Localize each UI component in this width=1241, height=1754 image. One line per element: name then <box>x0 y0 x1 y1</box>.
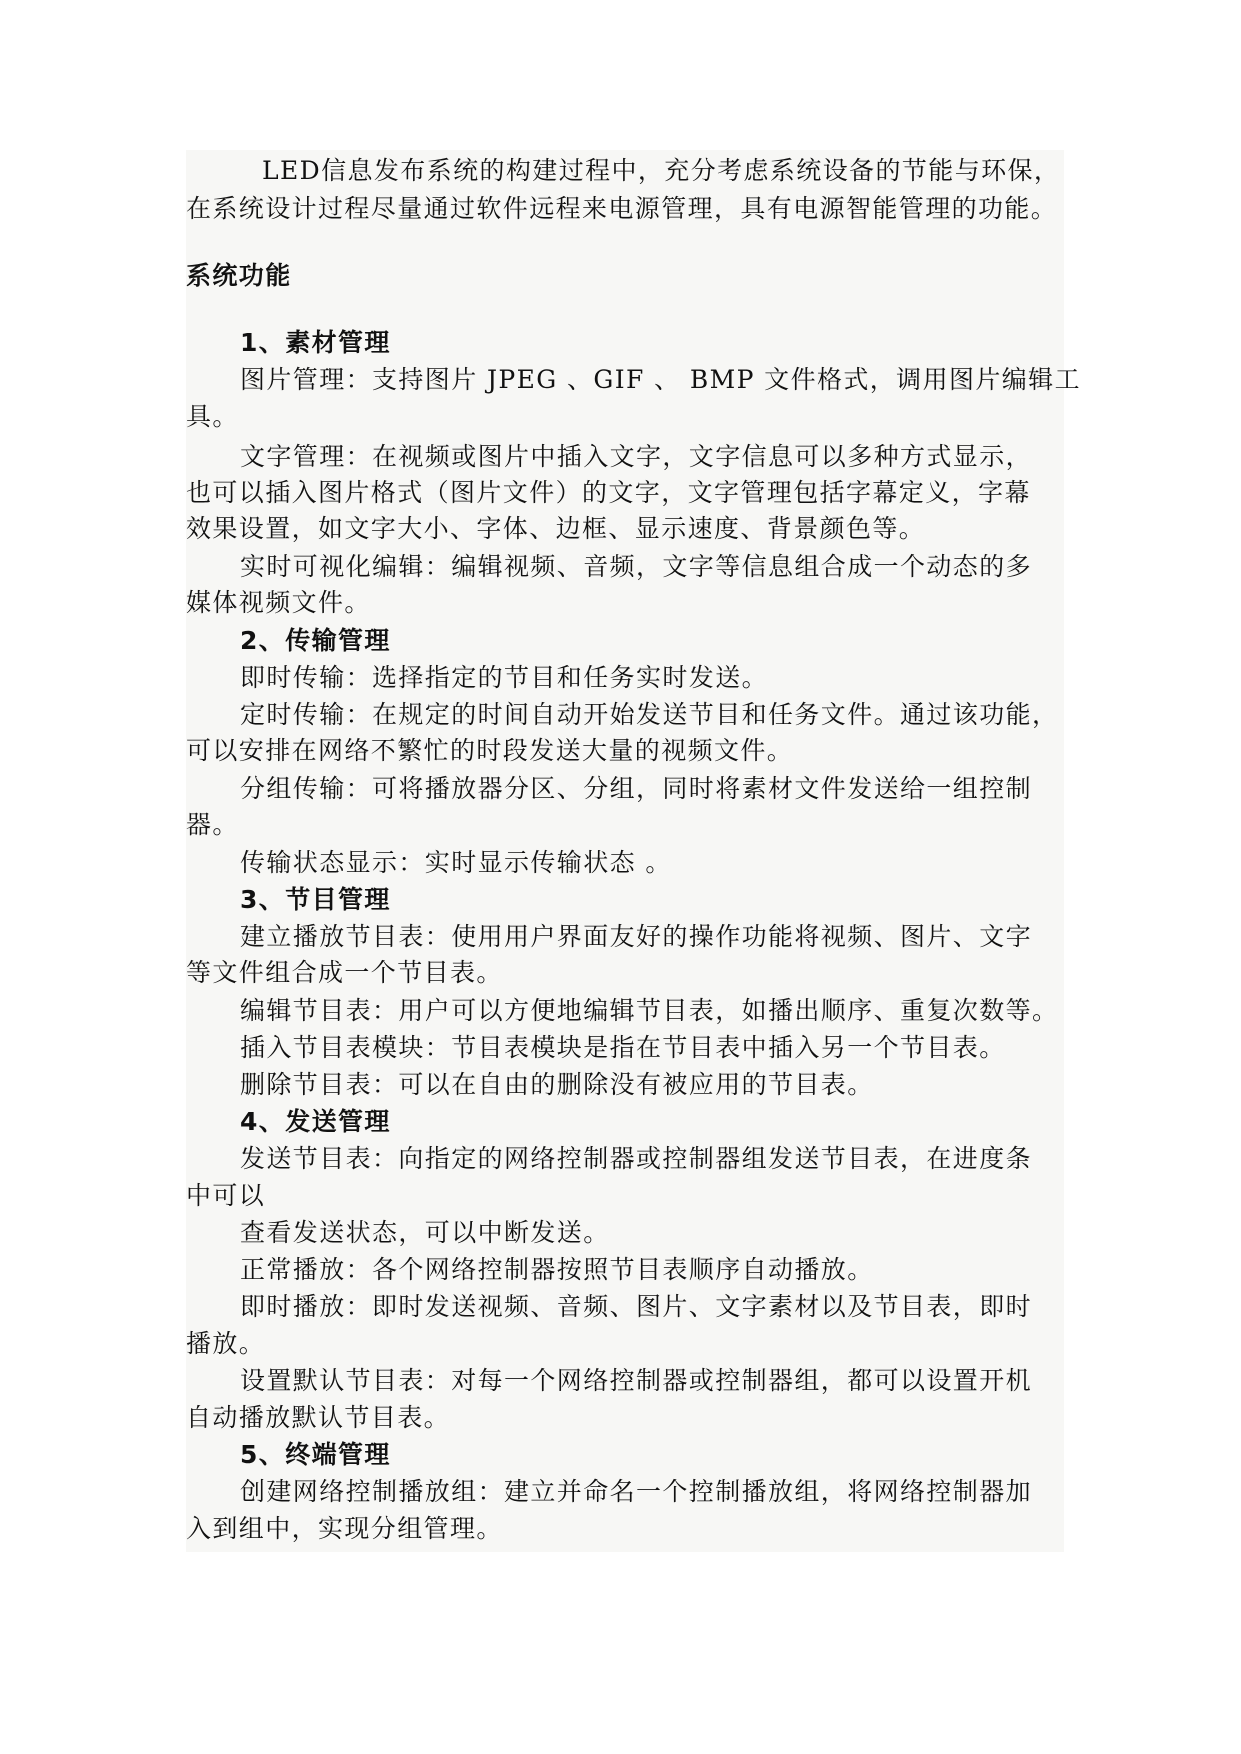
paragraph-line: 中可以 <box>186 1181 266 1210</box>
paragraph-line: 删除节目表：可以在自由的删除没有被应用的节目表。 <box>240 1070 874 1099</box>
paragraph-line: 自动播放默认节目表。 <box>186 1403 451 1432</box>
paragraph-line: 媒体视频文件。 <box>186 588 371 617</box>
paragraph-line: 即时播放：即时发送视频、音频、图片、文字素材以及节目表，即时 <box>240 1292 1033 1321</box>
paragraph-line: 实时可视化编辑：编辑视频、音频，文字等信息组合成一个动态的多 <box>240 552 1033 581</box>
intro-line-2: 在系统设计过程尽量通过软件远程来电源管理，具有电源智能管理的功能。 <box>186 194 1058 223</box>
paragraph-line: 创建网络控制播放组：建立并命名一个控制播放组，将网络控制器加 <box>240 1477 1033 1506</box>
paragraph-line: 即时传输：选择指定的节目和任务实时发送。 <box>240 663 769 692</box>
section-title: 系统功能 <box>186 261 292 290</box>
paragraph-line: 发送节目表：向指定的网络控制器或控制器组发送节目表，在进度条 <box>240 1144 1033 1173</box>
paragraph-line: 分组传输：可将播放器分区、分组，同时将素材文件发送给一组控制 <box>240 774 1033 803</box>
paragraph-line: 等文件组合成一个节目表。 <box>186 958 503 987</box>
paragraph-line: 图片管理：支持图片 JPEG 、GIF 、 BMP 文件格式，调用图片编辑工 <box>240 365 1081 394</box>
section-heading-5: 5、终端管理 <box>240 1440 391 1469</box>
paragraph-line: 定时传输：在规定的时间自动开始发送节目和任务文件。通过该功能， <box>240 700 1059 729</box>
paragraph-line: 可以安排在网络不繁忙的时段发送大量的视频文件。 <box>186 736 794 765</box>
paragraph-line: 编辑节目表：用户可以方便地编辑节目表，如播出顺序、重复次数等。 <box>240 996 1059 1025</box>
section-heading-2: 2、传输管理 <box>240 626 391 655</box>
section-heading-1: 1、素材管理 <box>240 328 391 357</box>
paragraph-line: 器。 <box>186 810 239 839</box>
section-heading-4: 4、发送管理 <box>240 1107 391 1136</box>
intro-line-1: LED信息发布系统的构建过程中，充分考虑系统设备的节能与环保， <box>262 156 1061 185</box>
paragraph-line: 传输状态显示：实时显示传输状态 。 <box>240 848 672 877</box>
paragraph-line: 建立播放节目表：使用用户界面友好的操作功能将视频、图片、文字 <box>240 922 1033 951</box>
paragraph-line: 播放。 <box>186 1329 266 1358</box>
paragraph-line: 设置默认节目表：对每一个网络控制器或控制器组，都可以设置开机 <box>240 1366 1033 1395</box>
paragraph-line: 具。 <box>186 402 239 431</box>
paragraph-line: 正常播放：各个网络控制器按照节目表顺序自动播放。 <box>240 1255 874 1284</box>
section-heading-3: 3、节目管理 <box>240 885 391 914</box>
paragraph-line: 入到组中，实现分组管理。 <box>186 1514 503 1543</box>
paragraph-line: 插入节目表模块：节目表模块是指在节目表中插入另一个节目表。 <box>240 1033 1006 1062</box>
paragraph-line: 效果设置，如文字大小、字体、边框、显示速度、背景颜色等。 <box>186 514 926 543</box>
paragraph-line: 也可以插入图片格式（图片文件）的文字，文字管理包括字幕定义，字幕 <box>186 478 1031 507</box>
paragraph-line: 文字管理：在视频或图片中插入文字，文字信息可以多种方式显示， <box>240 442 1033 471</box>
paragraph-line: 查看发送状态，可以中断发送。 <box>240 1218 610 1247</box>
